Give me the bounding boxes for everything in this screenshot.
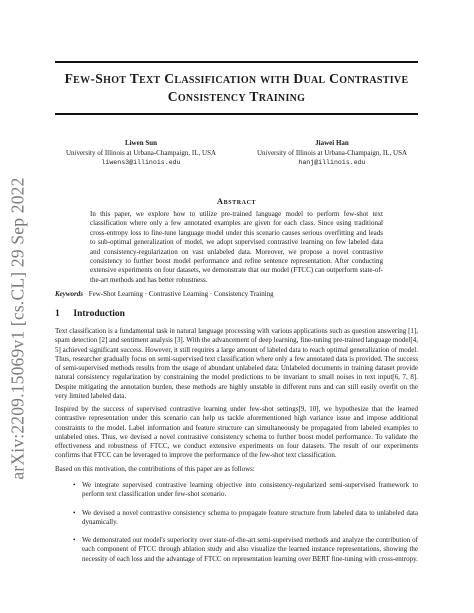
paper-title [55, 70, 418, 106]
contribution-item [55, 536, 418, 564]
author-block-1 [56, 139, 226, 168]
section-title: Introduction [73, 309, 125, 319]
abstract-heading: Abstract [216, 196, 257, 206]
author-email: liwens3@illinois.edu [101, 159, 181, 166]
bullet-marker: • [73, 508, 76, 517]
intro-paragraph-1: Text classification is a fundamental task in natural language processing with various applications such as question answering [1], spam detection [2] and sentiment analysis [3]. With the advancement of deep learning, fine-tuning pre-trained language model[4, 5] achieved significant success. However, it still requires a large amount of labeled data to reach optimal generalization of model. Thus, researcher gradually focus on semi-supervised text classification where only a few annotated data is provided. The success of semi-supervised methods results from the usage of abundant unlabeled data: Unlabeled documents in training dataset provide natural consistency regularization by constraining the model predictions to be invariant to small noises in text input[6, 7, 8]. Despite mitigating the annotation burden, these methods are highly unstable in different runs and can still easily overfit on the very limited labeled data. [55, 327, 418, 401]
section-number: 1 [55, 309, 60, 319]
keywords-list: Few-Shot Learning · Contrastive Learning · Consistency Training [88, 290, 274, 298]
author-name: Jiawei Han [315, 139, 349, 147]
author-name: Liwen Sun [124, 139, 158, 147]
section-heading [55, 309, 418, 319]
contribution-item [55, 509, 418, 528]
author-block-2 [242, 139, 422, 168]
contribution-item [55, 481, 418, 500]
contributions-list [55, 481, 418, 564]
author-affiliation: University of Illinois at Urbana-Champaign, IL, USA [256, 148, 408, 157]
intro-paragraph-2: Inspired by the success of supervised contrastive learning under few-shot settings[9, 10], we hypothesize that the learned contrastive representation under this scenario can help us tackle aforementioned high variance issue and impose additional constraints to the model. Label information and feature structure can simultaneously be propagated from labeled examples to unlabeled ones. Thus, we devised a novel contrastive consistency schema to further boost model performance. To validate the effectiveness and robustness of FTCC, we conduct extensive experiments on four datasets. The result of our experiments confirms that FTCC can be leveraged to improve the performance of the few-shot text classification. [55, 405, 418, 460]
bullet-marker: • [73, 481, 76, 489]
author-email: hanj@illinois.edu [298, 159, 366, 166]
keywords-label: Keywords [55, 290, 83, 298]
paper-title-line-1: Few-Shot Text Classification with Dual Contrastive [64, 71, 409, 86]
arxiv-identifier-text: arXiv:2209.15069v1 [cs.CL] 29 Sep 2022 [7, 176, 28, 480]
contribution-text: We integrate supervised contrastive learning objective into consistency-regularized semi-supervised framework to perform text classification under few-shot scenario. [82, 481, 418, 499]
title-bottom-rule [55, 113, 418, 115]
contribution-text: We devised a novel contrastive consistency schema to propagate feature structure from labeled data to unlabeled data dynamically. [82, 508, 418, 526]
keywords-line [55, 290, 418, 299]
contribution-text: We demonstrated our model's superiority over state-of-the-art semi-supervised methods and analyze the contribution of each component of FTCC through ablation study and also visualize the learned instance representations, showing the necessity of each loss and the advantage of FTCC on representation learning over BERT fine-tuning with cross-entropy. [82, 536, 418, 563]
intro-paragraph-3: Based on this motivation, the contributions of this paper are as follows: [55, 465, 255, 473]
arxiv-identifier-stamp [6, 178, 30, 478]
title-top-rule [55, 61, 418, 63]
bullet-marker: • [73, 536, 76, 545]
author-affiliation: University of Illinois at Urbana-Champaign, IL, USA [65, 148, 217, 157]
abstract-text: In this paper, we explore how to utilize pre-trained language model to perform few-shot text classification where only a few annotated examples are given for each class. Since using traditional cross-entropy loss to fine-tune language model under this scenario causes serious overfitting and leads to sub-optimal generalization of model, we adopt supervised contrastive learning on few labeled data and consistency-regularization on vast unlabeled data. Moreover, we propose a novel contrastive consistency to further boost model performance and refine sentence representation. After conducting extensive experiments on four datasets, we demonstrate that our model (FTCC) can outperform state-of-the-art methods and has better robustness. [90, 210, 383, 284]
paper-title-line-2: Consistency Training [167, 89, 306, 104]
